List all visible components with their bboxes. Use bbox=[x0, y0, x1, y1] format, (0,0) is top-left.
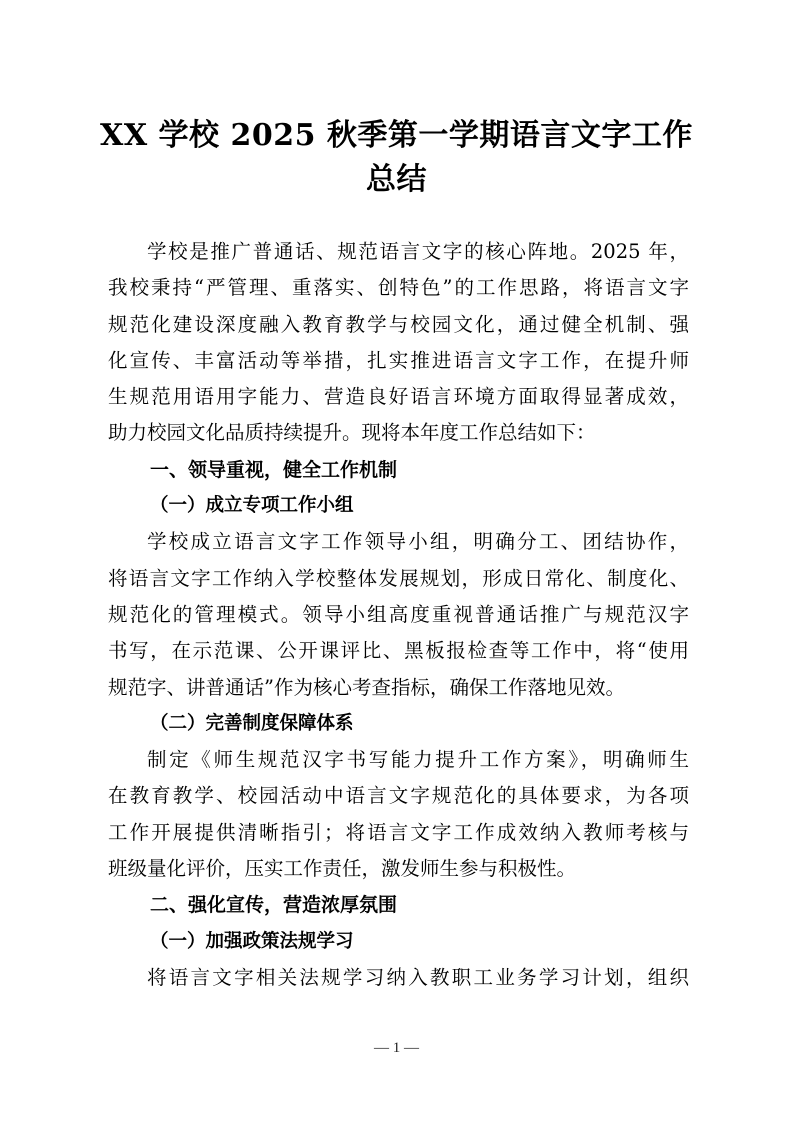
document-body bbox=[108, 234, 689, 996]
paragraph-line: 书写，在示范课、公开课评比、黑板报检查等工作中，将“使用 bbox=[108, 639, 689, 663]
document-title bbox=[100, 114, 693, 202]
paragraph-line: 学校是推广普通话、规范语言文字的核心阵地。2025 年， bbox=[147, 240, 689, 263]
section-heading: 一、领导重视，健全工作机制 bbox=[150, 458, 398, 481]
page-number: — 1 — bbox=[374, 1040, 419, 1056]
paragraph-line: 我校秉持“严管理、重落实、创特色”的工作思路，将语言文字 bbox=[108, 276, 689, 300]
subsection-heading: （一）成立专项工作小组 bbox=[150, 495, 354, 517]
title-line-2: 总结 bbox=[366, 162, 427, 197]
paragraph-line: 将语言文字工作纳入学校整体发展规划，形成日常化、制度化、 bbox=[108, 566, 689, 590]
subsection-heading: （二）完善制度保障体系 bbox=[150, 712, 354, 734]
paragraph-line: 学校成立语言文字工作领导小组，明确分工、团结协作， bbox=[147, 530, 689, 554]
paragraph-line: 生规范用语用字能力、营造良好语言环境方面取得显著成效， bbox=[108, 385, 689, 409]
paragraph bbox=[108, 742, 689, 887]
paragraph-line: 化宣传、丰富活动等举措，扎实推进语言文字工作，在提升师 bbox=[108, 348, 689, 372]
paragraph-line: 规范字、讲普通话”作为核心考查指标，确保工作落地见效。 bbox=[108, 675, 625, 699]
paragraph bbox=[108, 960, 689, 996]
paragraph-line: 助力校园文化品质持续提升。现将本年度工作总结如下： bbox=[108, 421, 596, 445]
subsection-heading: （一）加强政策法规学习 bbox=[150, 930, 354, 952]
paragraph-line: 在教育教学、校园活动中语言文字规范化的具体要求，为各项 bbox=[108, 784, 689, 808]
paragraph bbox=[108, 524, 689, 705]
paragraph-line: 规范化建设深度融入教育教学与校园文化，通过健全机制、强 bbox=[108, 312, 689, 336]
paragraph-line: 将语言文字相关法规学习纳入教职工业务学习计划，组织 bbox=[147, 965, 689, 989]
section-heading: 二、强化宣传，营造浓厚氛围 bbox=[150, 894, 398, 917]
paragraph-line: 制定《师生规范汉字书写能力提升工作方案》，明确师生 bbox=[147, 748, 689, 772]
paragraph-line: 工作开展提供清晰指引；将语言文字工作成效纳入教师考核与 bbox=[108, 820, 689, 844]
paragraph-line: 班级量化评价，压实工作责任，激发师生参与积极性。 bbox=[108, 857, 577, 881]
intro-paragraph bbox=[108, 234, 689, 452]
paragraph-line: 规范化的管理模式。领导小组高度重视普通话推广与规范汉字 bbox=[108, 602, 689, 626]
title-line-1: XX 学校 2025 秋季第一学期语言文字工作 bbox=[100, 118, 693, 153]
